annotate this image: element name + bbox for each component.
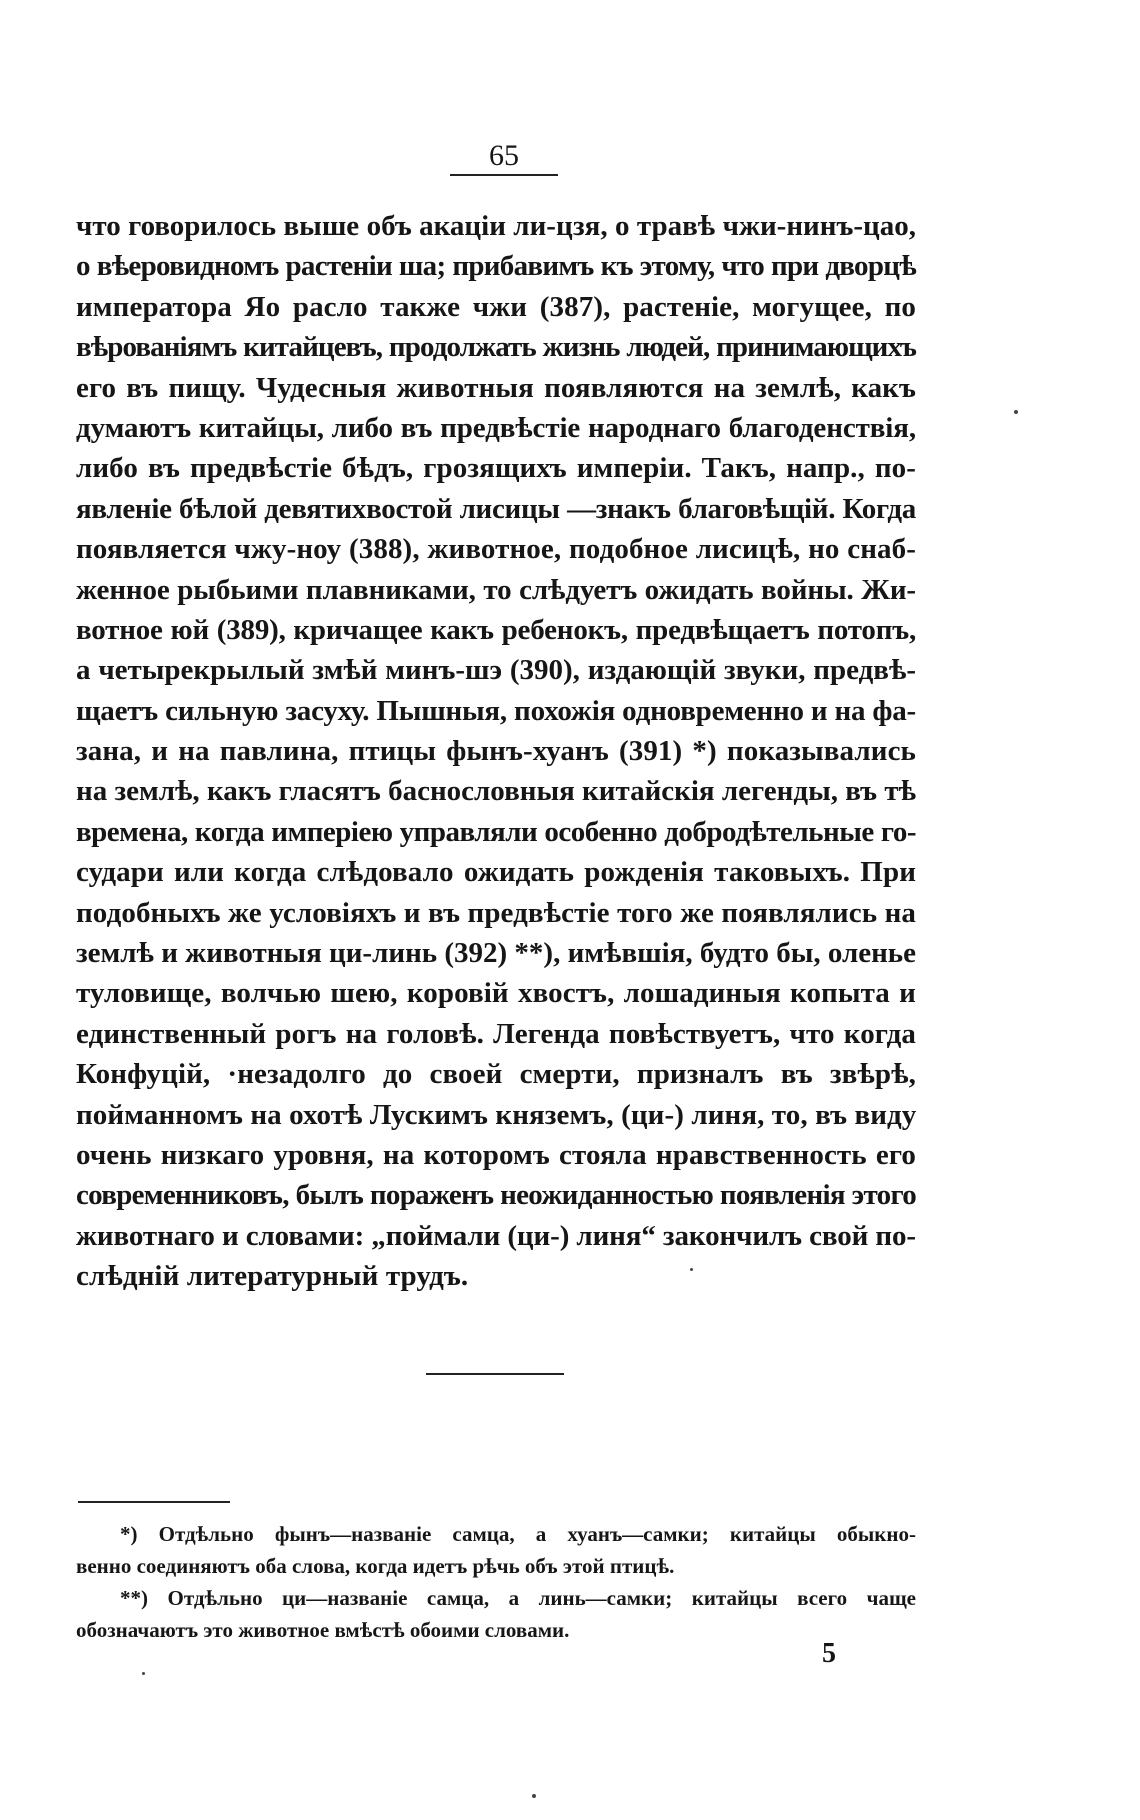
signature-mark: 5 <box>822 1638 836 1669</box>
body-line: землѣ и животныя ци-линь (392) **), имѣвшія, будто бы, оленье <box>76 937 917 970</box>
body-line: зана, и на павлина, птицы фынъ-хуанъ (391) *) показывались <box>76 735 916 768</box>
body-line: слѣдній литературный трудъ. <box>76 1260 469 1293</box>
body-line: щаетъ сильную засуху. Пышныя, похожія одновременно и на фа- <box>76 694 916 727</box>
body-line: что говорилось выше объ акаціи ли-цзя, о травѣ чжи-нинъ-цао, <box>76 210 916 242</box>
print-speck <box>690 1268 693 1271</box>
footnote-line: **) Отдѣльно ци—названіе самца, а линь—самки; китайцы всего чаще <box>120 1586 916 1610</box>
footnote-line: обозначаютъ это животное вмѣстѣ обоими словами. <box>76 1618 570 1642</box>
page-number-rule <box>450 174 558 176</box>
body-line: пойманномъ на охотѣ Лускимъ княземъ, (ци-) линя, то, въ виду <box>76 1098 917 1131</box>
body-line: либо въ предвѣстіе бѣдъ, грозящихъ имперіи. Такъ, напр., по- <box>76 452 916 485</box>
body-line: вотное юй (389), кричащее какъ ребенокъ, предвѣщаетъ потопъ, <box>76 613 916 646</box>
body-line: на землѣ, какъ гласятъ баснословныя китайскія легенды, въ тѣ <box>76 775 916 808</box>
body-line: его въ пищу. Чудесныя животныя появляются на землѣ, какъ <box>76 371 916 404</box>
body-line: явленіе бѣлой девятихвостой лисицы —знакъ благовѣщій. Когда <box>76 492 916 525</box>
body-text <box>76 206 916 1297</box>
body-line: очень низкаго уровня, на которомъ стояла нравственность его <box>76 1138 916 1171</box>
body-line: времена, когда имперіею управляли особенно добродѣтельные го- <box>76 815 916 848</box>
body-line: женное рыбьими плавниками, то слѣдуетъ ожидать войны. Жи- <box>76 573 916 606</box>
body-line: о вѣеровидномъ растеніи ша; прибавимъ къ этому, что при дворцѣ <box>76 250 916 283</box>
body-line: туловище, волчью шею, коровій хвостъ, лошадиныя копыта и <box>76 977 916 1010</box>
print-speck <box>1014 410 1018 414</box>
body-line: животнаго и словами: „поймали (ци-) линя“ закончилъ свой по- <box>76 1219 916 1252</box>
body-line: подобныхъ же условіяхъ и въ предвѣстіе того же появлялись на <box>76 896 916 929</box>
body-line: единственный рогъ на головѣ. Легенда повѣствуетъ, что когда <box>76 1017 916 1050</box>
body-line: императора Яо расло также чжи (387), растеніе, могущее, по <box>76 290 916 323</box>
body-line: думаютъ китайцы, либо въ предвѣстіе народнаго благоденствія, <box>76 411 916 444</box>
body-line: вѣрованіямъ китайцевъ, продолжать жизнь людей, принимающихъ <box>76 331 916 364</box>
page-number: 65 <box>489 139 519 172</box>
print-speck <box>142 1672 145 1675</box>
body-line: Конфуцій, ·незадолго до своей смерти, призналъ въ звѣрѣ, <box>76 1058 916 1091</box>
body-line: судари или когда слѣдовало ожидать рожденія таковыхъ. При <box>76 856 916 889</box>
footnote-line: венно соединяютъ оба слова, когда идетъ рѣчь объ этой птицѣ. <box>76 1554 675 1578</box>
section-divider <box>426 1373 564 1375</box>
body-line: появляется чжу-ноу (388), животное, подобное лисицѣ, но снаб- <box>76 533 916 566</box>
print-speck <box>532 1794 536 1798</box>
body-line: а четырекрылый змѣй минъ-шэ (390), издающій звуки, предвѣ- <box>76 654 916 687</box>
footnote-divider <box>78 1501 230 1503</box>
footnote-line: *) Отдѣльно фынъ—названіе самца, а хуанъ—самки; китайцы обыкно- <box>120 1522 916 1546</box>
body-line: современниковъ, былъ пораженъ неожиданностью появленія этого <box>76 1179 916 1212</box>
footnotes <box>76 1518 916 1646</box>
